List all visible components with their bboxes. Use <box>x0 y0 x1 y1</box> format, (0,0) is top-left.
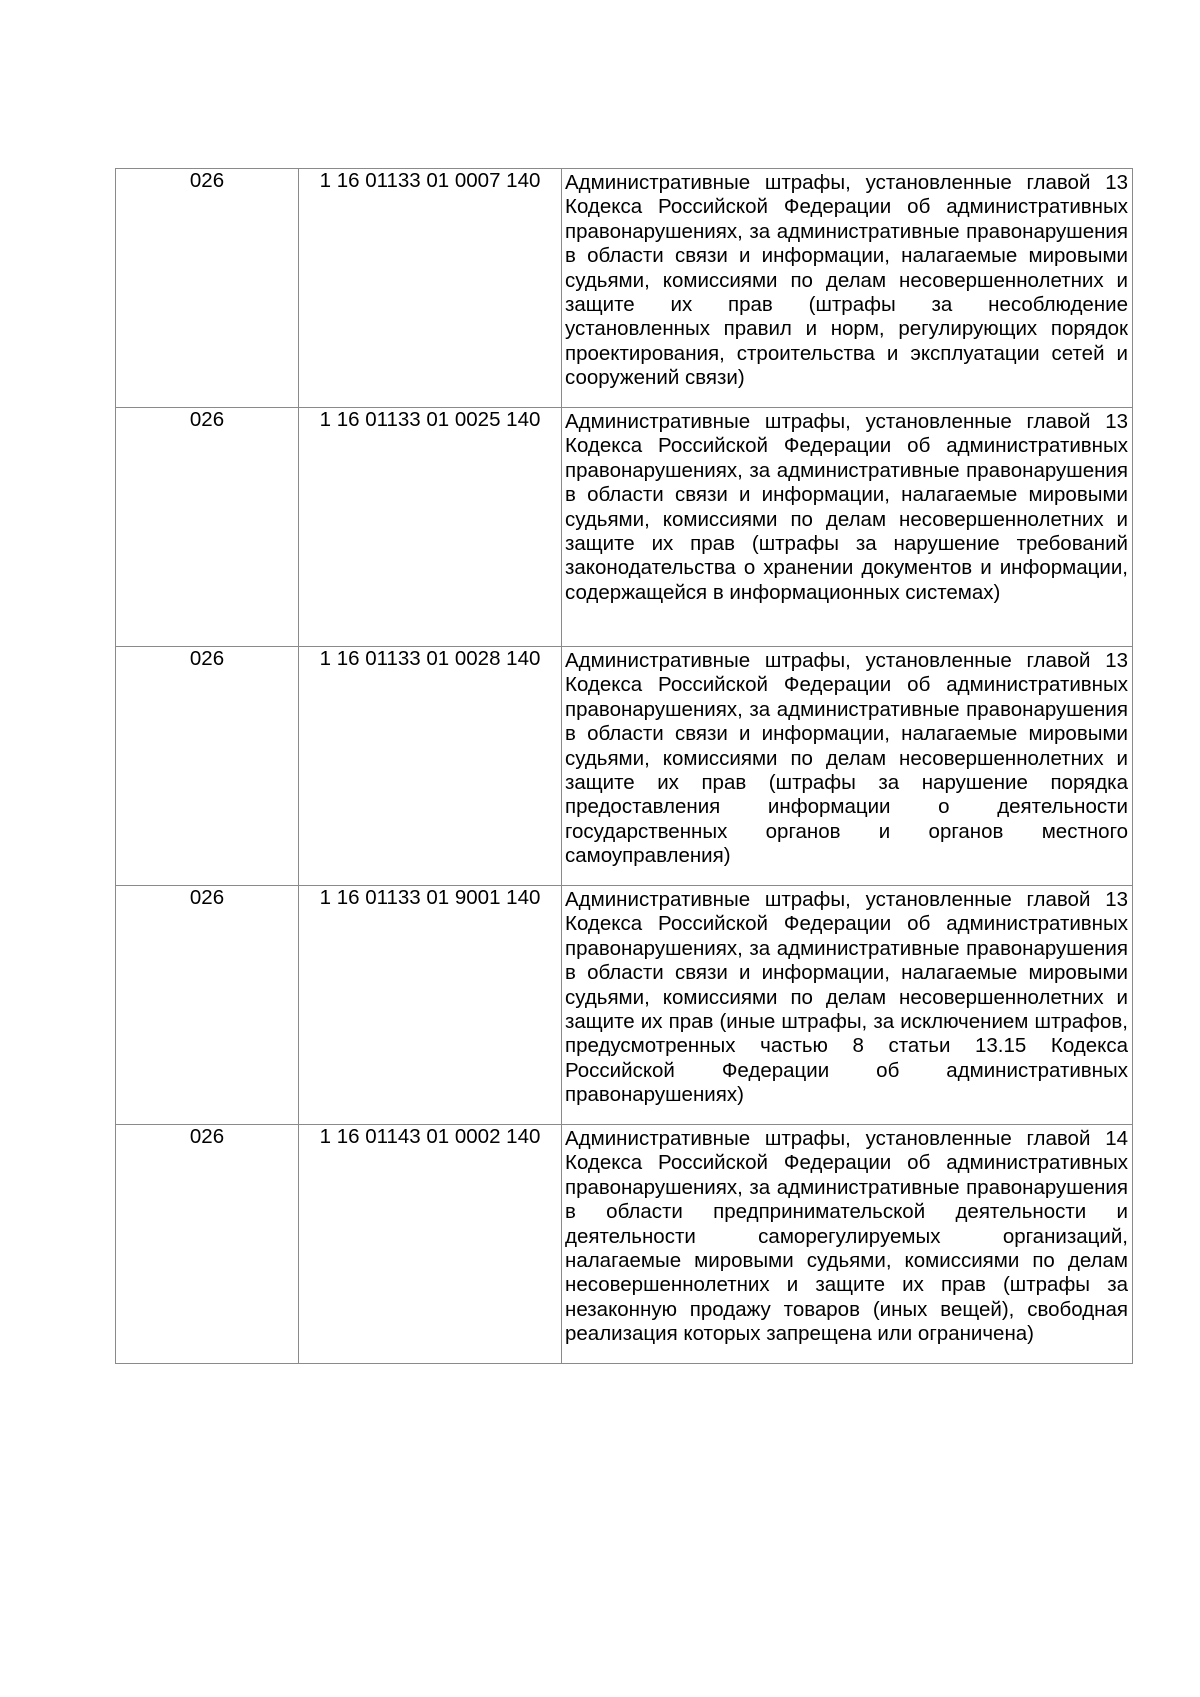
income-name-cell <box>562 169 1133 408</box>
table-row <box>116 647 1133 886</box>
income-name-text: Административные штрафы, установленные главой 13 Кодекса Российской Федерации об административных правонарушениях, за административные правонарушения в области связи и информации, налагаемые мировыми судьями, комиссиями по делам несовершеннолетних и защите их прав (штрафы за несоблюдение установленных правил и норм, регулирующих порядок проектирования, строительства и эксплуатации сетей и сооружений связи) <box>565 171 1128 390</box>
income-name-cell <box>562 408 1133 647</box>
kbk-code-cell: 1 16 01133 01 0007 140 <box>299 169 562 408</box>
income-name-text: Административные штрафы, установленные главой 13 Кодекса Российской Федерации об административных правонарушениях, за административные правонарушения в области связи и информации, налагаемые мировыми судьями, комиссиями по делам несовершеннолетних и защите их прав (штрафы за нарушение порядка предоставления информации о деятельности государственных органов и органов местного самоуправления) <box>565 649 1128 868</box>
kbk-code-cell: 1 16 01133 01 0028 140 <box>299 647 562 886</box>
kbk-code-cell: 1 16 01133 01 0025 140 <box>299 408 562 647</box>
table-row <box>116 1125 1133 1364</box>
admin-code-cell: 026 <box>116 169 299 408</box>
table-row <box>116 169 1133 408</box>
income-name-cell <box>562 1125 1133 1364</box>
admin-code-cell: 026 <box>116 408 299 647</box>
admin-code-cell: 026 <box>116 1125 299 1364</box>
income-name-text: Административные штрафы, установленные главой 14 Кодекса Российской Федерации об административных правонарушениях, за административные правонарушения в области предпринимательской деятельности и деятельности саморегулируемых организаций, налагаемые мировыми судьями, комиссиями по делам несовершеннолетних и защите их прав (штрафы за незаконную продажу товаров (иных вещей), свободная реализация которых запрещена или ограничена) <box>565 1127 1128 1346</box>
income-name-text: Административные штрафы, установленные главой 13 Кодекса Российской Федерации об административных правонарушениях, за административные правонарушения в области связи и информации, налагаемые мировыми судьями, комиссиями по делам несовершеннолетних и защите их прав (иные штрафы, за исключением штрафов, предусмотренных частью 8 статьи 13.15 Кодекса Российской Федерации об административных правонарушениях) <box>565 888 1128 1107</box>
kbk-code-cell: 1 16 01133 01 9001 140 <box>299 886 562 1125</box>
kbk-code-cell: 1 16 01143 01 0002 140 <box>299 1125 562 1364</box>
table-row <box>116 886 1133 1125</box>
budget-codes-table <box>115 168 1133 1364</box>
admin-code-cell: 026 <box>116 647 299 886</box>
income-name-text: Административные штрафы, установленные главой 13 Кодекса Российской Федерации об административных правонарушениях, за административные правонарушения в области связи и информации, налагаемые мировыми судьями, комиссиями по делам несовершеннолетних и защите их прав (штрафы за нарушение требований законодательства о хранении документов и информации, содержащейся в информационных системах) <box>565 410 1128 604</box>
income-name-cell <box>562 647 1133 886</box>
table-row <box>116 408 1133 647</box>
admin-code-cell: 026 <box>116 886 299 1125</box>
income-name-cell <box>562 886 1133 1125</box>
